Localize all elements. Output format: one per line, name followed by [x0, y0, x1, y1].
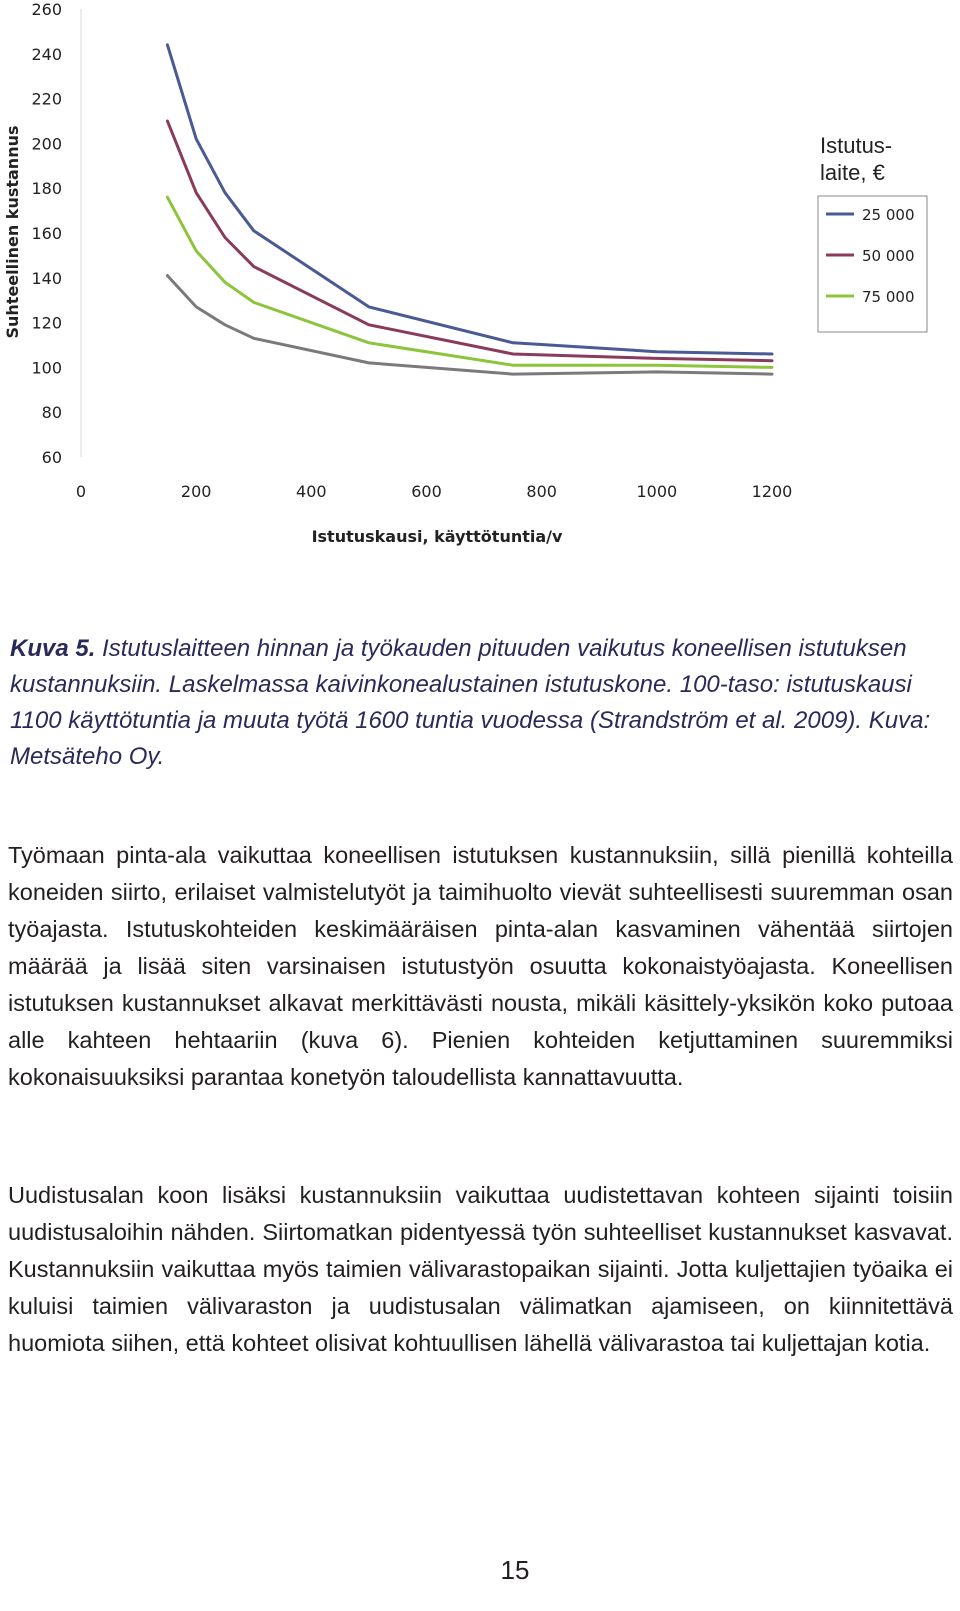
- y-tick-label: 80: [41, 403, 62, 423]
- x-tick-label: 0: [75, 482, 87, 501]
- series-line-75000: [167, 197, 772, 367]
- y-tick-label: 160: [31, 224, 62, 243]
- y-axis-title: Suhteellinen kustannus: [3, 125, 22, 339]
- series-line-50000: [167, 121, 772, 361]
- legend: [818, 133, 927, 332]
- x-axis-title: Istutuskausi, käyttötuntia/v: [311, 527, 563, 546]
- x-tick-label: 600: [411, 482, 442, 501]
- y-tick-label: 260: [31, 0, 62, 19]
- y-tick-label: 180: [31, 179, 62, 199]
- cost-line-chart: [0, 0, 960, 570]
- legend-label: 50 000: [862, 247, 915, 265]
- legend-title: Istutus-laite, €: [820, 133, 893, 185]
- y-tick-label: 240: [31, 44, 62, 64]
- x-tick-label: 800: [526, 482, 557, 501]
- x-tick-label: 1000: [636, 482, 678, 501]
- legend-label: 75 000: [862, 288, 915, 306]
- caption-text: Istutuslaitteen hinnan ja työkauden pituuden vaikutus koneellisen istutuksen kustannuksiin. Laskelmassa kaivinkonealustainen istutuskone. 100-taso: istutuskausi 1100 käyttötuntia ja muuta työtä 1600 tuntia vuodessa (Strandström et al. 2009). Kuva: Metsäteho Oy.: [10, 635, 931, 770]
- x-tick-label: 200: [180, 482, 212, 501]
- page-number: 15: [500, 1555, 530, 1585]
- y-tick-label: 120: [31, 313, 62, 333]
- y-tick-label: 60: [41, 448, 62, 467]
- series-lines: [167, 45, 772, 374]
- body-paragraph-1: Työmaan pinta-ala vaikuttaa koneellisen istutuksen kustannuksiin, sillä pienillä kohteilla koneiden siirto, erilaiset valmistelutyöt ja taimihuolto vievät suhteellisesti suuremman osan työajasta. Istutuskohteiden keskimääräisen pinta-alan kasvaminen vähentää siirtojen määrää ja lisää siten varsinaisen istutustyön osuutta kokonaistyöajasta. Koneellisen istutuksen kustannukset alkavat merkittävästi nousta, mikäli käsittely-yksikön koko putoaa alle kahteen hehtaariin (kuva 6). Pienien kohteiden ketjuttaminen suuremmiksi kokonaisuuksiksi parantaa konetyön taloudellista kannattavuutta.: [8, 842, 953, 1090]
- series-line-25000: [167, 45, 772, 354]
- caption-label: Kuva 5.: [10, 635, 96, 662]
- y-tick-label: 140: [31, 268, 62, 288]
- x-tick-label: 400: [296, 482, 327, 501]
- y-tick-label: 100: [31, 358, 62, 378]
- figure-caption: [10, 631, 955, 775]
- x-axis-ticks: [76, 482, 792, 501]
- legend-label: 25 000: [862, 206, 915, 224]
- y-tick-label: 200: [31, 134, 62, 154]
- x-tick-label: 1200: [751, 482, 793, 501]
- y-tick-label: 220: [31, 89, 62, 109]
- y-axis-ticks: [31, 0, 62, 467]
- body-paragraph-2: Uudistusalan koon lisäksi kustannuksiin vaikuttaa uudistettavan kohteen sijainti toisiin uudistusaloihin nähden. Siirtomatkan pidentyessä työn suhteelliset kustannukset kasvavat. Kustannuksiin vaikuttaa myös taimien välivarastopaikan sijainti. Jotta kuljettajien työaika ei kuluisi taimien välivaraston ja uudistusalan välimatkan ajamiseen, on kiinnitettävä huomiota siihen, että kohteet olisivat kohtuullisen lähellä välivarastoa tai kuljettajan kotia.: [8, 1182, 953, 1356]
